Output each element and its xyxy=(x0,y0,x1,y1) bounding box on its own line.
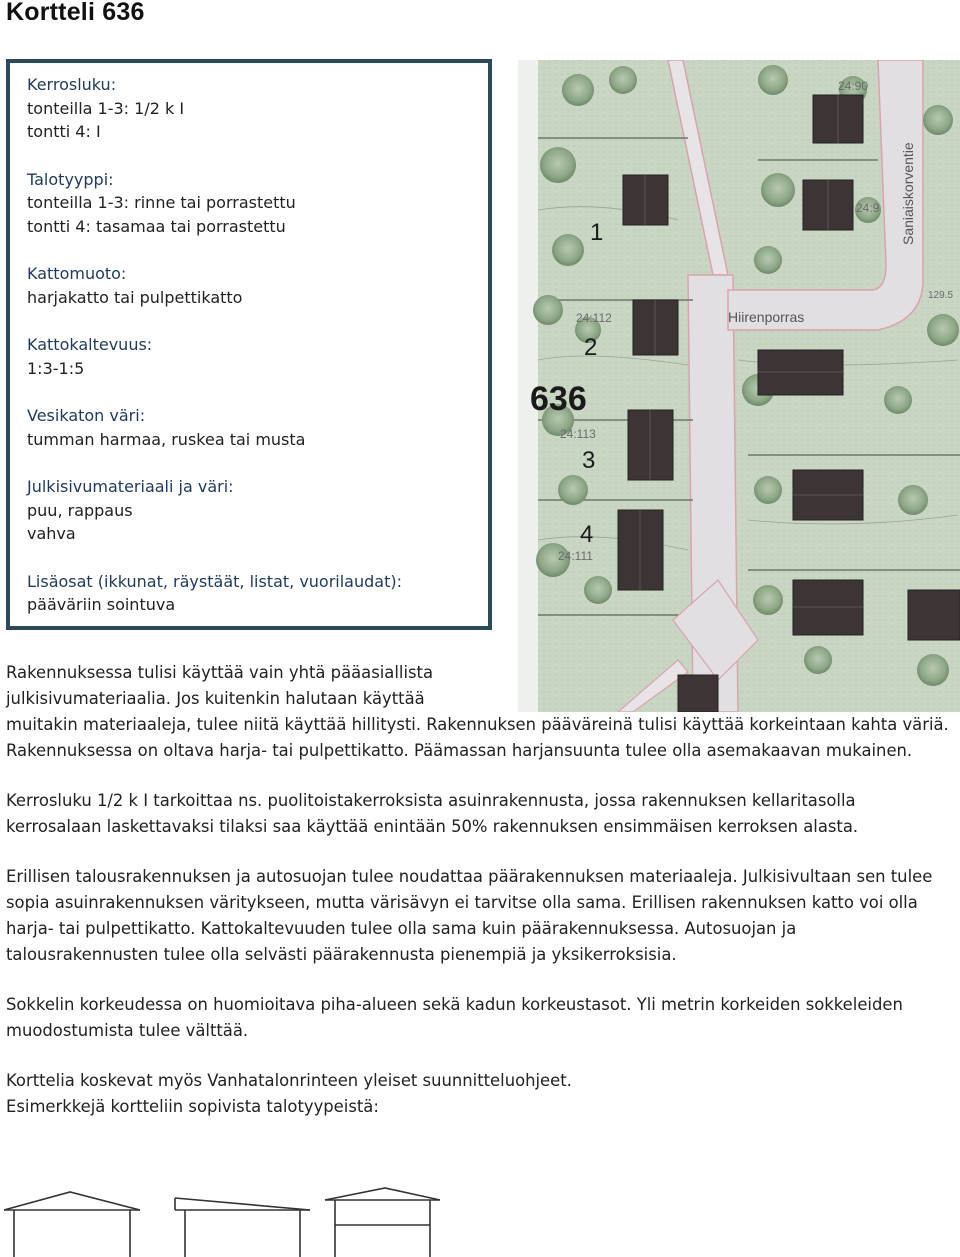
guideline-label: Talotyyppi: xyxy=(27,169,114,189)
paragraph-outbuildings: Erillisen talousrakennuksen ja autosuojan tulee noudattaa päärakennuksen materiaaleja. Julkisivultaan sen tulee sopia asuinrakennuksen väritykseen, mutta värisävyn ei tarvitse olla sama. Erillisen rakennuksen katto voi olla harja- tai pulpettikatto. Kattokaltevuuden tulee olla sama kuin päärakennuksessa. Autosuojan ja talousrakennusten tulee olla selvästi päärakennusta pienempiä ja yksikerroksisia. xyxy=(6,867,933,964)
guideline-section xyxy=(27,404,478,451)
guidelines-text xyxy=(6,660,951,1144)
guideline-value: puu, rappaus xyxy=(27,500,133,520)
paragraph-line: Korttelia koskevat myös Vanhatalonrinteen yleiset suunnitteluohjeet. xyxy=(6,1071,572,1090)
guideline-value: 1:3-1:5 xyxy=(27,358,85,378)
plot-label-4: 4 xyxy=(580,521,594,548)
guidelines-list xyxy=(27,73,478,641)
plot-label-2: 2 xyxy=(584,334,598,361)
page-title: Kortteli 636 xyxy=(6,0,145,26)
guideline-value: tonteilla 1-3: rinne tai porrastettu xyxy=(27,193,296,212)
guideline-section xyxy=(27,475,478,546)
street-label-vertical: Saniaiskorventie xyxy=(900,142,916,245)
paragraph-line: Esimerkkejä kortteliin sopivista talotyypeistä: xyxy=(6,1097,379,1116)
paragraph-materials xyxy=(6,660,951,764)
guideline-value: harjakatto tai pulpettikatto xyxy=(27,287,243,307)
guideline-section xyxy=(27,333,478,380)
guideline-label: Kerrosluku: xyxy=(27,75,117,94)
paragraph-line: muitakin materiaaleja, tulee niitä käyttää hillitysti. Rakennuksen pääväreinä tulisi käyttää korkeintaan kahta väriä. Rakennuksessa on oltava harja- tai pulpettikatto. Päämassan harjansuunta tulee olla asemakaavan mukainen. xyxy=(6,715,949,760)
house-mono-pitch-roof xyxy=(175,1198,310,1257)
guideline-label: Kattomuoto: xyxy=(27,264,127,283)
paragraph-general xyxy=(6,1068,951,1120)
plot-code: 24:111 xyxy=(558,549,593,563)
guideline-section xyxy=(27,73,478,144)
block-number: 636 xyxy=(530,380,587,418)
guideline-label: Julkisivumateriaali ja väri: xyxy=(27,477,234,496)
paragraph-line: Rakennuksessa tulisi käyttää vain yhtä pääasiallista xyxy=(6,663,434,682)
guideline-value: tonteilla 1-3: 1/2 k I xyxy=(27,98,185,118)
guideline-label: Vesikaton väri: xyxy=(27,406,146,425)
guideline-section xyxy=(27,168,478,239)
guideline-section xyxy=(27,570,478,617)
example-house-types xyxy=(0,1180,470,1257)
paragraph-floor-count: Kerrosluku 1/2 k I tarkoittaa ns. puolitoistakerroksista asuinrakennusta, jossa rakennuksen kellaritasolla kerrosalaan laskettavaksi tilaksi saa käyttää enintään 50% rakennuksen ensimmäisen kerroksen alasta. xyxy=(6,791,859,836)
plot-code: 24:113 xyxy=(560,427,596,441)
guideline-value: pääväriin sointuva xyxy=(27,595,176,614)
house-split-level xyxy=(325,1188,440,1257)
site-plan-map xyxy=(518,60,960,712)
plot-code: 24:90 xyxy=(838,79,869,93)
plot-code: 24:9 xyxy=(856,201,880,215)
plot-code: 24:112 xyxy=(576,311,612,325)
guideline-value: vahva xyxy=(27,524,76,543)
guideline-value: tontti 4: I xyxy=(27,122,101,141)
paragraph-plinth: Sokkelin korkeudessa on huomioitava piha-alueen sekä kadun korkeustasot. Yli metrin korkeiden sokkeleiden muodostumista tulee välttää. xyxy=(6,995,903,1040)
house-gable-roof xyxy=(4,1192,140,1257)
paragraph-line: julkisivumateriaalia. Jos kuitenkin halutaan käyttää xyxy=(6,689,425,708)
guideline-section xyxy=(27,262,478,309)
guideline-value: tontti 4: tasamaa tai porrastettu xyxy=(27,216,286,236)
street-label-horizontal: Hiirenporras xyxy=(728,309,805,325)
plot-label-3: 3 xyxy=(582,447,596,474)
guideline-label: Kattokaltevuus: xyxy=(27,335,153,354)
building-guidelines-box xyxy=(6,59,492,630)
guideline-label: Lisäosat (ikkunat, räystäät, listat, vuorilaudat): xyxy=(27,571,402,591)
plot-label-1: 1 xyxy=(590,219,604,246)
guideline-value: tumman harmaa, ruskea tai musta xyxy=(27,429,306,449)
elevation-label: 129.5 xyxy=(928,290,954,301)
